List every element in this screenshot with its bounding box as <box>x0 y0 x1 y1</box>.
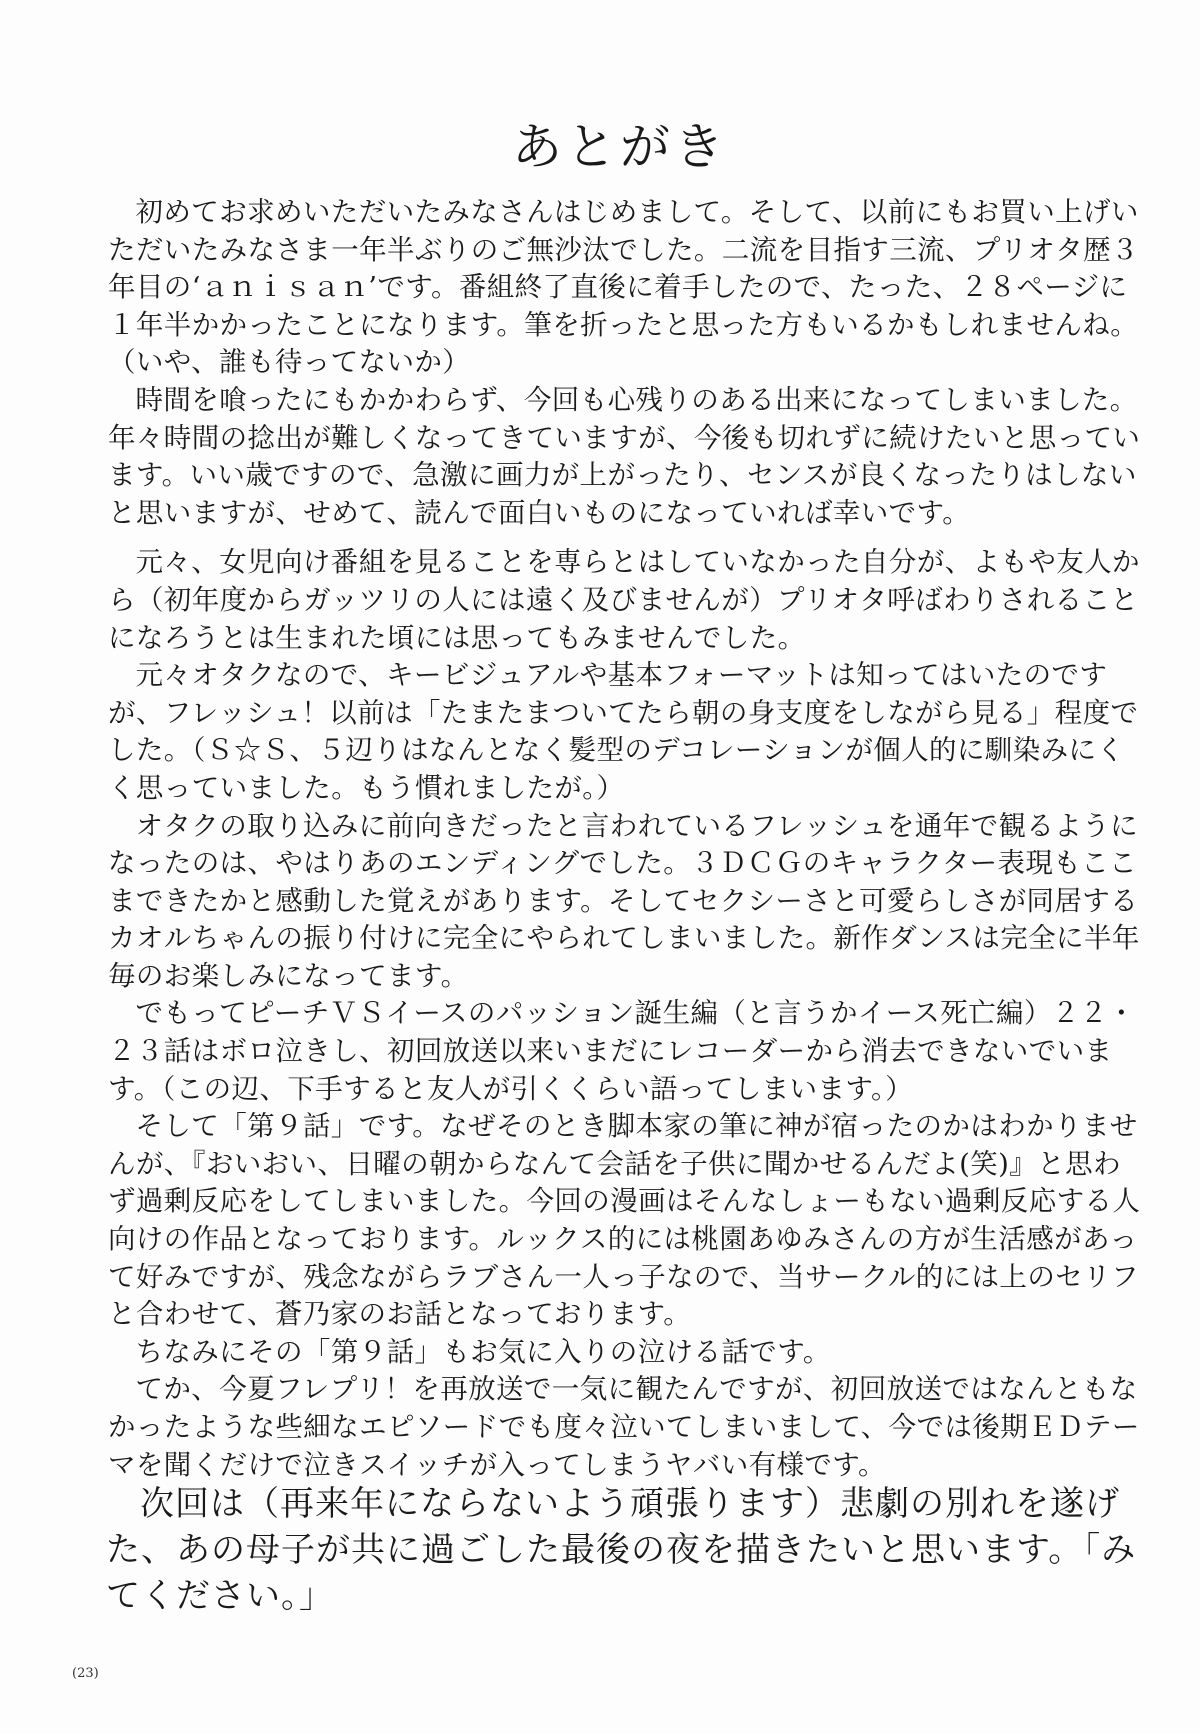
closing-text: 次回は（再来年にならないよう頑張ります）悲劇の別れを遂げた、あの母子が共に過ごした最後の夜を描きたいと思います。「みてください。」 <box>106 1484 1137 1616</box>
paragraph: てか、今夏フレプリ！を再放送で一気に観たんですが、初回放送ではなんともなかったような些細なエピソードでも度々泣いてしまいまして、今では後期ＥＤテーマを聞くだけで泣きスイッチが入ってしまうヤバい有様です。 <box>108 1373 1140 1481</box>
paragraph: でもってピーチＶＳイースのパッション誕生編（と言うかイース死亡編）２２・２３話はボロ泣きし、初回放送以来いまだにレコーダーから消去できないでいます。（この辺、下手すると友人が引くくらい語ってしまいます。） <box>108 997 1136 1105</box>
paragraph: 元々、女児向け番組を見ることを専らとはしていなかった自分が、よもや友人から（初年度からガッツリの人には遠く及びませんが）プリオタ呼ばわりされることになろうとは生まれた頃には思ってもみませんでした。 <box>108 546 1140 654</box>
page-number: (23) <box>72 1666 99 1681</box>
paragraph: 初めてお求めいただいたみなさんはじめまして。そして、以前にもお買い上げいただいたみなさま一年半ぶりのご無沙汰でした。二流を目指す三流、プリオタ歴３年目の‘ａｎｉｓａｎ’です。番組終了直後に着手したので、たった、２８ページに１年半かかったことになります。筆を折ったと思った方もいるかもしれませんね。（いや、誰も待ってないか） <box>108 196 1139 379</box>
paragraph: 時間を喰ったにもかかわらず、今回も心残りのある出来になってしまいました。年々時間の捻出が難しくなってきていますが、今後も切れずに続けたいと思っています。いい歳ですので、急激に画力が上がったり、センスが良くなったりはしないと思いますが、せめて、読んで面白いものになっていれば幸いです。 <box>108 383 1141 529</box>
afterword-body <box>108 194 1148 1484</box>
paragraph: そして「第９話」です。なぜそのとき脚本家の筆に神が宿ったのかはわかりませんが、『おいおい、日曜の朝からなんて会話を子供に聞かせるんだよ(笑)』と思わず過剰反応をしてしまいました。今回の漫画はそんなしょーもない過剰反応する人向けの作品となっております。ルックス的には桃園あゆみさんの方が生活感があって好みですが、残念ながらラブさん一人っ子なので、当サークル的には上のセリフと合わせて、蒼乃家のお話となっております。 <box>108 1110 1141 1331</box>
paragraph: ちなみにその「第９話」もお気に入りの泣ける話です。 <box>135 1335 831 1368</box>
closing-message <box>106 1481 1146 1619</box>
paragraph: 元々オタクなので、キービジュアルや基本フォーマットは知ってはいたのですが、フレッシュ！以前は「たまたまついてたら朝の身支度をしながら見る」程度でした。（Ｓ☆Ｓ、５辺りはなんとなく髪型のデコレーションが個人的に馴染みにくく思っていました。もう慣れましたが。） <box>108 659 1139 804</box>
page-title: あとがき <box>512 118 728 176</box>
paragraph: オタクの取り込みに前向きだったと言われているフレッシュを通年で観るようになったのは、やはりあのエンディングでした。３ＤＣＧのキャラクター表現もここまできたかと感動した覚えがあります。そしてセクシーさと可愛らしさが同居するカオルちゃんの振り付けに完全にやられてしまいました。新作ダンスは完全に半年毎のお楽しみになってます。 <box>108 809 1140 992</box>
